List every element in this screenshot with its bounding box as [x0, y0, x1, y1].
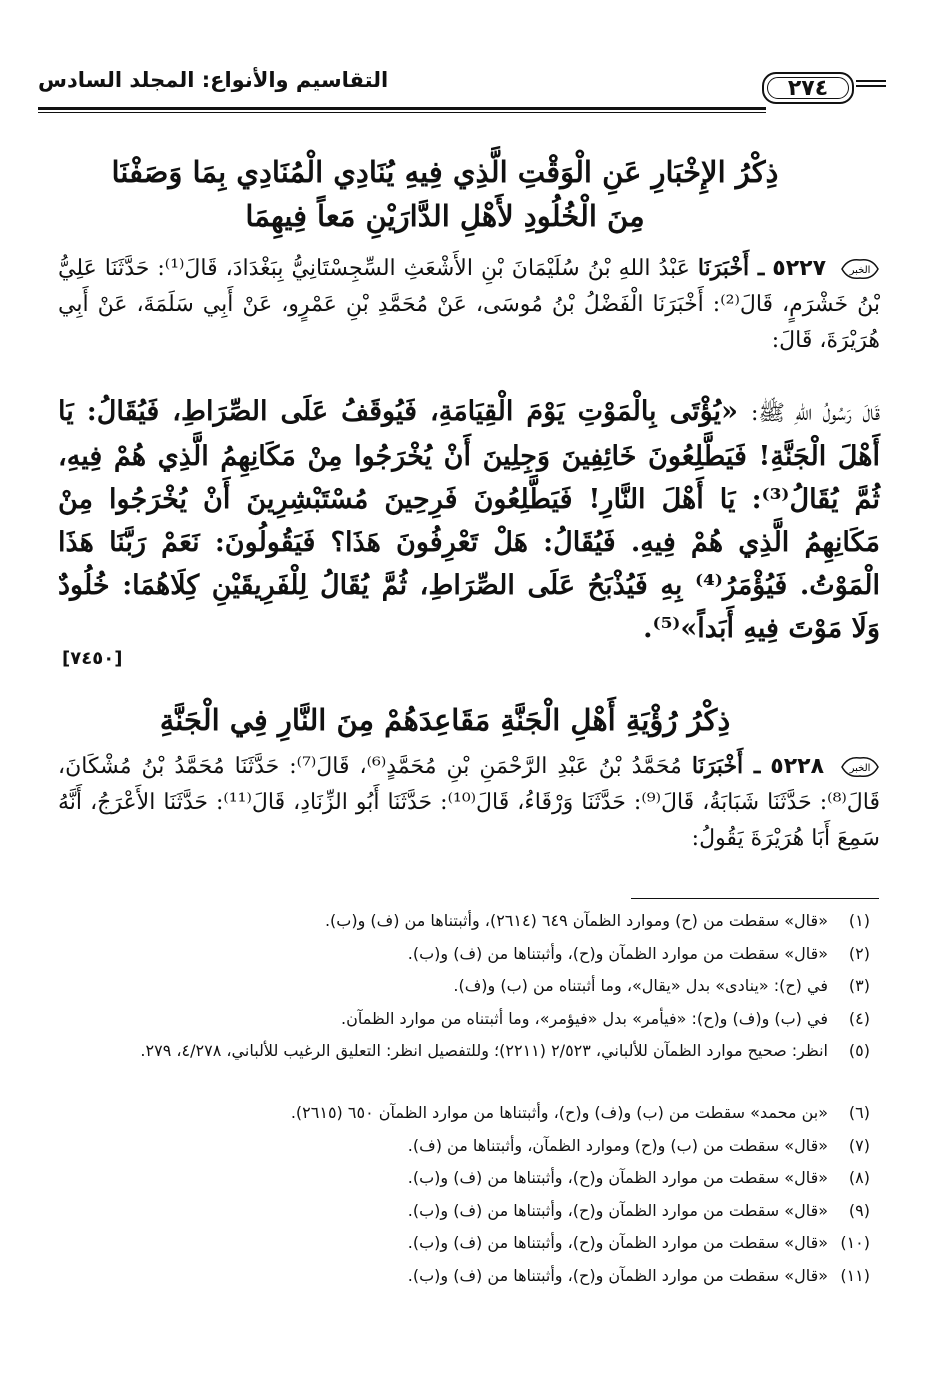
- footnote-number: (٣): [848, 976, 870, 995]
- page-number-text: ٢٧٤: [787, 75, 829, 101]
- footnote-separator: [631, 898, 879, 899]
- footnote-number: (٦): [848, 1103, 870, 1122]
- footnote-text: في (ح): «ينادى» بدل «يقال»، وما أثبتناه من (ب) و(ف).: [453, 976, 828, 995]
- footnote: [60, 1040, 870, 1102]
- footnote-text: «قال» سقطت من موارد الظمآن و(ح)، وأثبتناها من (ف) و(ب).: [407, 1233, 828, 1252]
- footnote-text: «قال» سقطت من (ب) و(ح) وموارد الظمآن، وأثبتناها من (ف).: [407, 1135, 828, 1155]
- footnote-text: «قال» سقطت من موارد الظمآن و(ح)، وأثبتناها من (ف) و(ب).: [407, 943, 828, 963]
- footnote: [60, 943, 870, 976]
- footnote-number: (١٠): [840, 1233, 870, 1252]
- khabar-badge-icon: [840, 754, 880, 780]
- qala-rasul: قَالَ رَسُولُ اللهِ ﷺ:: [750, 401, 880, 426]
- footnote: [60, 1135, 870, 1168]
- khabar-badge-label: الخبر: [849, 763, 871, 774]
- footnotes: [60, 910, 870, 1297]
- footnote-number: (٢): [848, 943, 870, 963]
- running-header: [38, 66, 878, 112]
- footnote: [60, 975, 870, 1008]
- footnote: [60, 1008, 870, 1041]
- footnote-number: (١): [848, 911, 870, 930]
- cross-reference-number: [٧٤٥٠]: [62, 648, 123, 669]
- footnote-number: (١١): [840, 1265, 870, 1285]
- hadith-5227-matn: [58, 390, 880, 650]
- khabar-badge-icon: [840, 256, 880, 282]
- section-heading-1-line2: مِنَ الْخُلُودِ لأَهْلِ الدَّارَيْنِ مَعاً فِيهِمَا: [245, 199, 645, 233]
- footnote-number: (٥): [848, 1041, 870, 1060]
- footnote-number: (٤): [848, 1008, 870, 1028]
- header-rule: [38, 107, 766, 110]
- footnote: [60, 1265, 870, 1298]
- footnote-text: «قال» سقطت من موارد الظمآن و(ح)، وأثبتناها من (ف) و(ب).: [407, 1200, 828, 1220]
- hadith-5227-isnad: [58, 250, 880, 359]
- footnote: [60, 1167, 870, 1200]
- akhbarana: ـ أَخْبَرَنَا: [691, 753, 761, 779]
- section-heading-2: ذِكْرُ رُؤْيَةِ أَهْلِ الْجَنَّةِ مَقَاعِدَهُمْ مِنَ النَّارِ فِي الْجَنَّةِ: [159, 703, 731, 737]
- footnote-text: «قال» سقطت من (ح) وموارد الظمآن ٦٤٩ (٢٦١٤)، وأثبتناها من (ف) و(ب).: [324, 911, 828, 930]
- footnote-number: (٨): [848, 1168, 870, 1187]
- matn-text: «يُؤْتَى بِالْمَوْتِ يَوْمَ الْقِيَامَةِ، فَيُوقَفُ عَلَى الصِّرَاطِ، فَيُقَالُ: يَا أَهْلَ الْجَنَّةِ! فَيَطَّلِعُونَ خَائِفِينَ وَجِلِينَ أَنْ يُخْرَجُوا مِنْ مَكَانِهِمُ الَّذِي هُمْ فِيهِ، ثُمَّ يُقَالُ⁽³⁾: يَا أَهْلَ النَّارِ! فَيَطَّلِعُونَ فَرِحِينَ مُسْتَبْشِرِينَ أَنْ يُخْرَجُوا مِنْ مَكَانِهِمُ الَّذِي هُمْ فِيهِ. فَيُقَالُ: هَلْ تَعْرِفُونَ هَذَا؟ فَيَقُولُونَ: نَعَمْ رَبَّنَا هَذَا الْمَوْتُ. فَيُؤْمَرُ⁽⁴⁾ بِهِ فَيُذْبَحُ عَلَى الصِّرَاطِ، ثُمَّ يُقَالُ لِلْفَرِيقَيْنِ كِلَاهُمَا: خُلُودٌ وَلَا مَوْتَ فِيهِ أَبَداً»⁽⁵⁾.: [58, 396, 880, 644]
- footnote-text: «قال» سقطت من موارد الظمآن و(ح)، وأثبتناها من (ف) و(ب).: [407, 1168, 828, 1187]
- footnote-text: «بن محمد» سقطت من (ب) و(ف) و(ح)، وأثبتناها من موارد الظمآن ٦٥٠ (٢٦١٥).: [290, 1103, 828, 1122]
- akhbarana: ـ أَخْبَرَنَا: [697, 255, 765, 281]
- page-number: [762, 72, 854, 104]
- khabar-badge-label: الخبر: [849, 265, 871, 276]
- footnote-number: (٩): [848, 1200, 870, 1220]
- section-heading-1: [60, 150, 830, 238]
- footnote: [60, 1232, 870, 1265]
- footnote-text: في (ب) و(ف) و(ح): «فيأمر» بدل «فيؤمر»، وما أثبتناه من موارد الظمآن.: [341, 1008, 828, 1028]
- hadith-5228-isnad: [58, 748, 880, 857]
- running-title: التقاسيم والأنواع: المجلد السادس: [38, 68, 389, 92]
- isnad-text: مُحَمَّدُ بْنُ عَبْدِ الرَّحْمَنِ بْنِ مُحَمَّدٍ⁽⁶⁾، قَالَ⁽⁷⁾: حَدَّثَنَا مُحَمَّدُ بْنُ مُشْكَانَ، قَالَ⁽⁸⁾: حَدَّثَنَا شَبَابَةُ، قَالَ⁽⁹⁾: حَدَّثَنَا وَرْقَاءُ، قَالَ⁽¹⁰⁾: حَدَّثَنَا أَبُو الزِّنَادِ، قَالَ⁽¹¹⁾: حَدَّثَنَا الأَعْرَجُ، أَنَّهُ سَمِعَ أَبَا هُرَيْرَةَ يَقُولُ:: [58, 754, 880, 851]
- header-rule-thin: [38, 112, 766, 113]
- isnad-text: عَبْدُ اللهِ بْنُ سُلَيْمَانَ بْنِ الأَشْعَثِ السِّجِسْتَانِيُّ بِبَغْدَادَ، قَالَ⁽¹⁾: حَدَّثَنَا عَلِيُّ بْنُ خَشْرَمٍ، قَالَ⁽²⁾: أَخْبَرَنَا الْفَضْلُ بْنُ مُوسَى، عَنْ مُحَمَّدِ بْنِ عَمْرٍو، عَنْ أَبِي سَلَمَةَ، عَنْ أَبِي هُرَيْرَةَ، قَالَ:: [58, 256, 880, 353]
- footnote-number: (٧): [848, 1135, 870, 1155]
- hadith-number: ٥٢٢٧: [772, 256, 827, 281]
- footnote-text: انظر: صحيح موارد الظمآن للألباني، ٢/٥٢٣ (٢٢١١)؛ وللتفصيل انظر: التعليق الرغيب للألباني، ٤/٢٧٨، ٢٧٩.: [140, 1041, 828, 1060]
- footnote: [60, 1200, 870, 1233]
- header-ornament-lines: [856, 80, 886, 90]
- section-heading-1-line1: ذِكْرُ الإِخْبَارِ عَنِ الْوَقْتِ الَّذِي فِيهِ يُنَادِي الْمُنَادِي بِمَا وَصَفْنَا: [111, 155, 779, 189]
- footnote-text: «قال» سقطت من موارد الظمآن و(ح)، وأثبتناها من (ف) و(ب).: [407, 1265, 828, 1285]
- footnote: [60, 910, 870, 943]
- hadith-number: ٥٢٢٨: [770, 754, 824, 779]
- footnote: [60, 1102, 870, 1135]
